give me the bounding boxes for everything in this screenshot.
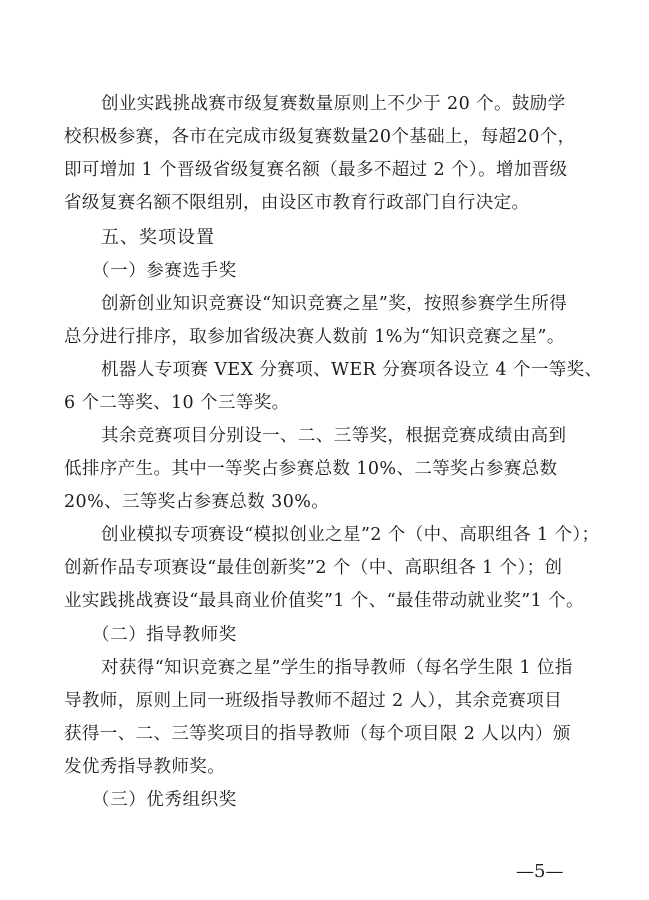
para-2-line-1: 创新创业知识竞赛设“知识竞赛之星”奖，按照参赛学生所得 [101,294,568,314]
para-5-line-2: 创新作品专项赛设“最佳创新奖”2 个（中、高职组各 1 个）；创 [64,558,563,578]
para-1-line-2: 校积极参赛，各市在完成市级复赛数量20个基础上，每超20个， [64,127,576,147]
page-number: —5— [516,861,564,882]
para-1-line-1: 创业实践挑战赛市级复赛数量原则上不少于 20 个。鼓励学 [101,94,566,114]
subheading-teacher-awards: （二）指导教师奖 [92,625,237,645]
para-5-line-1: 创业模拟专项赛设“模拟创业之星”2 个（中、高职组各 1 个）； [101,525,600,545]
para-3-line-1: 机器人专项赛 VEX 分赛项、WER 分赛项各设立 4 个一等奖、 [101,360,603,380]
subheading-organization-awards: （三）优秀组织奖 [92,790,237,810]
para-4-line-3: 20%、三等奖占参赛总数 30%。 [64,492,330,512]
para-6-line-1: 对获得“知识竞赛之星”学生的指导教师（每名学生限 1 位指 [101,658,573,678]
para-4-line-1: 其余竞赛项目分别设一、二、三等奖，根据竞赛成绩由高到 [101,426,567,446]
para-1-line-3: 即可增加 1 个晋级省级复赛名额（最多不超过 2 个）。增加晋级 [64,160,568,180]
para-4-line-2: 低排序产生。其中一等奖占参赛总数 10%、二等奖占参赛总数 [64,459,558,479]
para-2-line-2: 总分进行排序，取参加省级决赛人数前 1%为“知识竞赛之星”。 [64,327,565,347]
para-5-line-3: 业实践挑战赛设“最具商业价值奖”1 个、“最佳带动就业奖”1 个。 [64,591,584,611]
para-6-line-4: 发优秀指导教师奖。 [64,757,226,777]
para-6-line-3: 获得一、二、三等奖项目的指导教师（每个项目限 2 人以内）颁 [64,724,571,744]
para-6-line-2: 导教师，原则上同一班级指导教师不超过 2 人），其余竞赛项目 [64,691,563,711]
section-heading-awards: 五、奖项设置 [101,227,215,248]
para-3-line-2: 6 个二等奖、10 个三等奖。 [64,393,290,413]
para-1-line-4: 省级复赛名额不限组别，由设区市教育行政部门自行决定。 [64,193,530,213]
subheading-contestant-awards: （一）参赛选手奖 [92,261,237,281]
